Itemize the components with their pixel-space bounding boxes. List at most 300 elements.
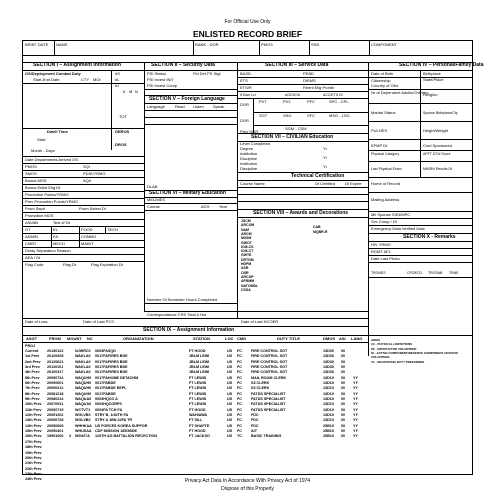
s3-label-pv2: PV2 (283, 99, 291, 104)
col-cmd: CMD (237, 336, 247, 341)
cell-asgt: Current (25, 348, 39, 353)
cell-from: 20090212 (47, 386, 64, 391)
cell-cmd: FC (237, 429, 242, 434)
cell-station: FT LEWIS (189, 386, 207, 391)
remarks-legend-item: V1 - RECRUITING DUTY PREFERRED (371, 359, 425, 364)
cell-dmos: 13D10 (323, 391, 334, 396)
cell-asi: 00 (341, 402, 346, 407)
s7-label-course-name: Course Name (240, 181, 265, 186)
s4-label-mailing: Mailing Address (371, 197, 400, 202)
s1-label-moi: MOI (93, 77, 101, 82)
cell-asgt: 14th Prev (25, 423, 42, 428)
s10-label-last-photo: Date Last Photo (371, 256, 400, 261)
award-cab: CAB (313, 225, 321, 229)
cell-asi: 00 (341, 397, 346, 401)
cell-org: CDF MISSION 185GBDE (95, 429, 138, 434)
cell-asi: 00 (341, 423, 346, 428)
cell-asi: 00 (341, 429, 346, 434)
remarks-legend-item: KI - ACTIVE COMPONENT/RESERVE COMPONENT ADVISOR (371, 350, 458, 355)
cell-duty: BASIC TRAINING (251, 434, 282, 439)
remarks-legend-item: C2 - PHYSICAL LIMITATIONS (371, 342, 413, 347)
award-item: ASR (241, 266, 249, 271)
cell-loc: US (227, 386, 233, 391)
cell-station: FT HOOD (189, 429, 206, 434)
cell-asi: 00 (341, 354, 346, 359)
section-6-title: SECTION VI – Military Education (149, 190, 226, 196)
award-item: ARCOM (241, 223, 255, 228)
cell-nc: WAKLA0 (75, 359, 91, 364)
cell-from: 20100317 (47, 370, 64, 375)
s1-label-bonus-enlist: Bonus Enlist Elig Dt (25, 185, 61, 190)
cell-nc: WGLVB0 (75, 418, 91, 423)
section-5-title: SECTION V – Foreign Language (149, 96, 225, 102)
cell-asi: 00 (341, 348, 346, 353)
s4-label-dependents: Nr of Dependent Adults/Children (371, 90, 429, 95)
field-pmos: PMOS (261, 42, 273, 47)
s1-label-promo-points: Promotion Points/YRMO (25, 192, 69, 197)
cell-asgt: 24th Prev (25, 477, 42, 482)
cell-asi: 00 (341, 418, 346, 423)
cell-asgt: 22th Prev (25, 466, 42, 471)
cell-station: FT LEWIS (189, 402, 207, 407)
cell-loc: US (227, 407, 233, 412)
field-name: NAME (56, 42, 68, 47)
s3-label-diems: DIEMS (303, 78, 316, 83)
cell-asgt: 7th Prev (25, 386, 40, 391)
award-item: GWTE (241, 253, 252, 258)
s2-label-fld-det: Fld Det PS Stgt (193, 71, 221, 76)
s4-label-svc-comp: Svc Comp / Dt (371, 219, 397, 224)
s1-label-test: Test #/ Dt (53, 220, 70, 225)
dispose-line: Dispose of this Properly (221, 486, 274, 492)
remarks-legend-item: K5 - INSTRUCTOR VOLUNTEER (371, 346, 417, 351)
s2-label-psi-status: PSI Status (147, 71, 166, 76)
cell-lang: YY (353, 386, 358, 391)
cell-org: 0017FAFIRES BDE (95, 370, 128, 375)
cell-cmd: FC (237, 380, 242, 385)
cell-from: 20050728 (47, 418, 64, 423)
s3-label-sgm: SGM - CSM (285, 126, 307, 131)
s7-label-yr-2: Yr (323, 155, 327, 160)
s1-label-aq: AQ# (83, 178, 92, 183)
s4-label-height-weight: Height/Weight (423, 128, 449, 133)
award-item: OSR (241, 270, 249, 275)
cell-station: JBLM LEWI (189, 354, 210, 359)
cell-loc: US (227, 348, 233, 353)
section-4-title: SECTION IV – Personal/Family Data (399, 62, 484, 68)
cell-from: 20080214 (47, 397, 64, 401)
s3-label-prev-dor: Prev DOR (240, 129, 259, 134)
cell-org: 0017FAHOME DETACHM (95, 375, 139, 380)
s7-label-yr-3: Yr (323, 164, 327, 169)
cell-lang: YY (353, 429, 358, 434)
s3-label-dsm: If Dsm Lvl (240, 93, 256, 97)
cell-cmd: FC (237, 370, 242, 375)
s3-label-reenl: Reenl Elig Prohib (303, 85, 334, 90)
field-component: COMPONENT (371, 42, 397, 47)
s7-technical-cert: Technical Certification (291, 173, 345, 179)
s6-label-melimes: MELIMES (147, 197, 166, 202)
s1-label-asi-ab: ASI/AB (25, 220, 38, 225)
s1-label-dros: DROS (115, 142, 127, 147)
award-item: NAM (241, 227, 249, 232)
cell-from: 20120925 (47, 354, 64, 359)
cell-duty: FIRE CONTROL SGT (251, 364, 288, 369)
cell-nc: NJWRC0 (75, 348, 91, 353)
section-8-title: SECTION VIII – Awards and Decorations (253, 210, 349, 216)
s4-label-hor: Home of Record (371, 181, 401, 186)
cell-org: 0017FABDE REPL (95, 386, 127, 391)
s1-label-delay-sep: Delay Separation Reason (25, 248, 71, 253)
cell-loc: US (227, 391, 233, 396)
s1-label-food: FOOD (81, 227, 93, 232)
cell-duty: FATDS SPECIALIST (251, 391, 286, 396)
s3-label-dor: DOR (240, 102, 249, 107)
cell-asgt: 23th Prev (25, 471, 42, 476)
award-item: JSCM (241, 219, 251, 223)
cell-org: 120TH AG BATTALION RECECTION (95, 434, 158, 439)
s3-label-ets: ETS (240, 78, 248, 83)
cell-cmd: FC (237, 407, 242, 412)
cell-dmos: 13D10 (323, 407, 334, 412)
s4-label-apft: APFT DT/# Score (423, 152, 451, 156)
cell-duty: AIT (251, 429, 257, 434)
s4-label-last-physical: Last Physical Exam (371, 167, 402, 171)
s4-label-cmd-sponsored: Cmd Sponsored (423, 143, 452, 148)
s1-label-fa: FA (53, 234, 58, 239)
s1-label-start-end: Start-End Date (33, 77, 60, 82)
s5-label-speak: Speak (213, 104, 225, 109)
s1-label-combo: COMBO (81, 234, 97, 239)
field-ssn: SSN (311, 42, 320, 47)
s6-label-course: Course (147, 204, 160, 209)
award-item: AFRMM (241, 279, 255, 284)
cell-mount: 3 (69, 434, 72, 439)
cell-duty: S3 CLERK (251, 380, 270, 385)
s9-label-date-of-loss: Date of Loss (25, 319, 48, 324)
s1-label-cty: CTY (81, 77, 89, 82)
cell-station: FT LEWIS (189, 375, 207, 380)
cell-loc: US (227, 434, 233, 439)
s1-label-promo-mos: Promotion MOS (25, 213, 54, 218)
cell-cmd: FC (237, 418, 242, 423)
section-2-title: SECTION II – Security Data (151, 62, 215, 68)
cell-duty: FIRE CONTROL SGT (251, 348, 288, 353)
s3-label-dor-2: DOR (240, 118, 249, 123)
s1-misc-j: #J (115, 83, 120, 88)
cell-dmos: 13D30 (323, 359, 334, 364)
s2-label-psi-comp: PSI Invest Comp (147, 83, 178, 88)
cell-from: 19991006 (47, 434, 64, 439)
cell-nc: WAQUA0 (75, 397, 92, 401)
col-station: STATION (193, 336, 210, 341)
s5-label-read: Read (175, 104, 185, 109)
cell-asgt: 19th Prev (25, 450, 42, 455)
cell-asgt: 6th Prev (25, 380, 40, 385)
cell-nc: WAQUA0 (75, 402, 92, 407)
cell-asi: 00 (341, 407, 346, 412)
s10-label-trones: TRONES (371, 271, 386, 275)
s7-label-yr-1: Yr (323, 146, 327, 151)
cell-asgt: 8th Prev (25, 391, 40, 396)
cell-station: JBLM LEWI (189, 359, 210, 364)
privacy-act-line: Privacy Act Data In Accordance With Privacy Act of 1974 (184, 478, 311, 484)
s10-label-trcrab: TRCRAB (428, 271, 443, 275)
cell-loc: US (227, 364, 233, 369)
s9-label-last-pcs: Date of Last PCS (83, 319, 114, 324)
cell-dmos: 13D30 (323, 348, 334, 353)
s1-label-mech: MECH (53, 241, 65, 246)
s2-label-psi-init: PSI Invest INIT (147, 77, 174, 82)
s1-label-prom-select: Prom Select Dt (79, 206, 106, 211)
cell-asgt: 16th Prev (25, 434, 42, 439)
cell-nc: WAQUH0 (75, 386, 92, 391)
cell-station: FT SILL (189, 418, 203, 423)
s4-label-state-place: State/Place (423, 77, 444, 82)
cell-org: 0017FAFIRES BDE (95, 359, 128, 364)
s7-label-institution-1: Institution (240, 151, 258, 156)
cell-asi: 00 (341, 391, 346, 396)
cell-duty: FATDS SPECIALIST (251, 397, 286, 401)
s10-label-trne: TRNE (449, 271, 459, 275)
s3-label-msg: MSG - 1SG (329, 113, 350, 118)
cell-station: JBLM LEWI (189, 370, 210, 375)
s1-label-date-arrived: Date Departments Arrived OS (25, 157, 78, 162)
cell-cmd: FC (237, 386, 242, 391)
cell-station: FT SHAFTE (189, 423, 210, 428)
field-brief-date: BRIEF DATE (25, 42, 49, 47)
cell-from: 20081218 (47, 391, 64, 396)
s1-misc-l: #L (115, 77, 120, 82)
cell-asi: 00 (341, 380, 346, 385)
s7-label-level: Level Completed (240, 141, 271, 146)
cell-from: 20120621 (47, 359, 64, 364)
col-from: FROM (49, 336, 61, 341)
s1-misc-n: N (135, 89, 138, 94)
s1-misc-m: M (129, 89, 133, 94)
cell-asgt: 4th Prev (25, 370, 40, 375)
award-item: ARCOP (241, 274, 254, 279)
cell-from: 20070911 (47, 402, 64, 407)
s4-label-marital: Marital Status (371, 110, 396, 115)
s1-label-flag-dt: Flag Dt (63, 262, 76, 267)
s6-label-year: Year (219, 204, 228, 209)
cell-duty: FDC (251, 413, 259, 418)
cell-duty: FIRE CONTROL SGT (251, 354, 288, 359)
col-loc: LOC (225, 336, 234, 341)
cell-lang: YY (353, 380, 358, 385)
cell-org: 0017FABDE (95, 391, 116, 396)
cell-cmd: FC (237, 364, 242, 369)
cell-duty: MAIL ROOM CLERK (251, 375, 287, 380)
cell-asi: 00 (341, 359, 346, 364)
award-item: HDPM (241, 262, 252, 266)
cell-nc: WGLVB0 (75, 413, 91, 418)
cell-org: 0003HQCORPS (95, 402, 122, 407)
cell-asgt: 13th Prev (25, 418, 42, 423)
cell-station: FT JACKSO (189, 434, 210, 439)
cell-nc: WHUSAA (75, 429, 92, 434)
s1-misc-s: #S (115, 71, 120, 76)
s1-label-admin: ADMIN (25, 234, 38, 239)
cell-org: 0003FA TCH FA (95, 407, 123, 412)
s1-label-aea: AEA / Dt (25, 255, 41, 260)
cell-asgt: 1st Prev (25, 354, 40, 359)
cell-duty: FATDS SPECIALIST (251, 402, 286, 407)
cell-org: 0003HQCO A (95, 397, 118, 401)
cell-cmd: FC (237, 413, 242, 418)
s1-label-month-days: Month - Days (31, 148, 55, 153)
cell-dmos: 25B10 (323, 429, 334, 434)
cell-dmos: 13D10 (323, 375, 334, 380)
cell-dmos: 13D10 (323, 397, 334, 401)
cell-from: 20090724 (47, 375, 64, 380)
cell-lang: YY (353, 413, 358, 418)
s3-label-sgt: SGT (259, 113, 268, 118)
cell-loc: US (227, 402, 233, 407)
s4-label-emergency: Emergency Data Verified Date (371, 226, 425, 231)
cell-lang: YY (353, 423, 358, 428)
cell-duty: FIRE CONTROL SGT (251, 370, 288, 375)
s9-label-last-ncoer: Date of Last NCOER (241, 319, 279, 324)
s1-label-tech: TECH (107, 227, 118, 232)
cell-from: 20060719 (47, 407, 64, 412)
cell-nc: WAKLA0 (75, 370, 91, 375)
cell-nc: WAQUH0 (75, 380, 92, 385)
cell-dmos: 25B10 (323, 434, 334, 439)
s4-label-country: Country of Citiz (371, 83, 399, 88)
cell-cmd: FC (237, 354, 242, 359)
s1-label-sqi: SQI (83, 164, 90, 169)
cell-asgt: 18th Prev (25, 445, 42, 450)
section-1-title: SECTION I – Assignment Information (33, 62, 121, 68)
cell-from: 20050401 (47, 429, 64, 434)
s3-label-etsr: ETS/R (240, 85, 252, 90)
cell-cmd: FC (237, 397, 242, 401)
s7-label-discipline-2: Discipline (240, 166, 258, 171)
cell-from: 20090601 (47, 380, 64, 385)
section-10-title: SECTION X - Remarks (403, 234, 456, 240)
s4-label-religion: Religion (423, 92, 438, 97)
cell-org: 0017FABDE (95, 380, 116, 385)
cell-org: STRY A 1BN 22FA TR (95, 418, 133, 423)
cell-dmos: 13D10 (323, 418, 334, 423)
cell-nc: W0U67A (75, 434, 90, 439)
award-item: DRTDM (241, 257, 254, 262)
cell-station: FT LEWIS (189, 397, 207, 401)
cell-lang: YY (353, 391, 358, 396)
s4-label-dob: Date of Birth (371, 71, 394, 76)
award-item: NDSM (241, 236, 252, 241)
s4-label-spouse-ssn: Mil Spouse SSN/MPC (371, 212, 411, 217)
cell-dmos: 13D10 (323, 386, 334, 391)
award-item: GWOT (241, 240, 252, 245)
col-asgt: ASGT (26, 336, 38, 341)
award-mqbr: MQBR-R (313, 230, 328, 234)
field-rank-dor: RANK - DOR (195, 42, 219, 47)
cell-station: WAHIAWA (189, 413, 208, 418)
s10-label-hiv: HIV YRMO (371, 242, 391, 247)
cell-loc: US (227, 359, 233, 364)
section-7-title: SECTION VII – CIVILIAN Education (251, 134, 334, 140)
cell-duty: FDC (251, 423, 259, 428)
s1-label-gt: GT (25, 227, 31, 232)
col-mount: MOUNT (67, 336, 82, 341)
s3-label-acc-ets: ACC/ETS Dt (323, 93, 343, 97)
s7-label-dt-certified: Dt Certified (315, 181, 336, 186)
s4-label-spouse-birthplace: Spouse Birthplace/Cty (423, 111, 458, 115)
cell-dmos: 13D30 (323, 354, 334, 359)
s1-label-os-deployment: OS/Deployment Combat Duty (25, 71, 81, 76)
cell-from: 20050608 (47, 423, 64, 428)
s3-label-pebd: PEBD (303, 71, 314, 76)
s7-label-degree: Degree (240, 146, 254, 151)
col-nc: NC (87, 336, 93, 341)
cell-asgt: 21th Prev (25, 461, 42, 466)
cell-asi: 00 (341, 386, 346, 391)
cell-dmos: 13D10 (323, 380, 334, 385)
s3-label-pvt: PVT (259, 99, 267, 104)
cell-asgt: PROJ (25, 343, 36, 348)
cell-station: FT HOOD (189, 407, 206, 412)
col-dmos: DMOS (323, 336, 335, 341)
cell-asgt: 9th Prev (25, 397, 40, 401)
cell-station: FT LEWIS (189, 391, 207, 396)
cell-lang: YY (353, 402, 358, 407)
cell-duty: S3 CLERK (251, 386, 270, 391)
cell-cmd: TC (237, 434, 242, 439)
s4-label-birthplace: Birthplace (423, 71, 441, 76)
cell-loc: US (227, 370, 233, 375)
s4-label-phys-cat: Physical Category (371, 152, 400, 156)
cell-loc: US (227, 418, 233, 423)
section-9-title: SECTION IX – Assignment Information (143, 327, 235, 333)
award-item: ICM-CS (241, 244, 254, 249)
s6-label-semester-hours: Number Of Semester Hours Completed (147, 297, 218, 302)
remarks-legend-item: VOLUNTEER (371, 355, 390, 360)
col-lang: LANG (351, 336, 363, 341)
cell-loc: US (227, 429, 233, 434)
cell-asi: 00 (341, 364, 346, 369)
s7-label-institution-2: Institution (240, 161, 258, 166)
cell-asi: 00 (341, 434, 346, 439)
cell-org: 0017FAFIRES BDE (95, 354, 128, 359)
s3-label-sfc: SFC (307, 113, 315, 118)
s1-label-el: EL (53, 227, 58, 232)
s1-label-flag-exp: Flag Expiration Dt (91, 262, 123, 267)
cell-cmd: FC (237, 359, 242, 364)
s7-label-discipline-1: Discipline (240, 156, 258, 161)
cell-loc: US (227, 380, 233, 385)
s1-misc-tot: TOT (119, 114, 127, 119)
col-asi: ASI (339, 336, 346, 341)
award-item: ICM-CT (241, 249, 254, 254)
award-item: NATOMDL (241, 283, 259, 288)
s1-label-pmos: PMOS (25, 164, 37, 169)
remarks-legend-item: AMOS (371, 338, 380, 342)
cell-dmos: 13D10 (323, 402, 334, 407)
s5-label-language: Language (147, 104, 165, 109)
cell-nc: WCTVT1 (75, 407, 91, 412)
s1-label-deros: DEROS (115, 129, 130, 134)
cell-loc: US (227, 354, 233, 359)
cell-lang: YY (353, 434, 358, 439)
cell-nc: WAKLA0 (75, 364, 91, 369)
cell-from: 20130122 (47, 348, 64, 353)
cell-asi: 00 (341, 413, 346, 418)
cell-duty: FIRE CONTROL SGT (251, 359, 288, 364)
cell-asgt: 2nd Prev (25, 359, 41, 364)
